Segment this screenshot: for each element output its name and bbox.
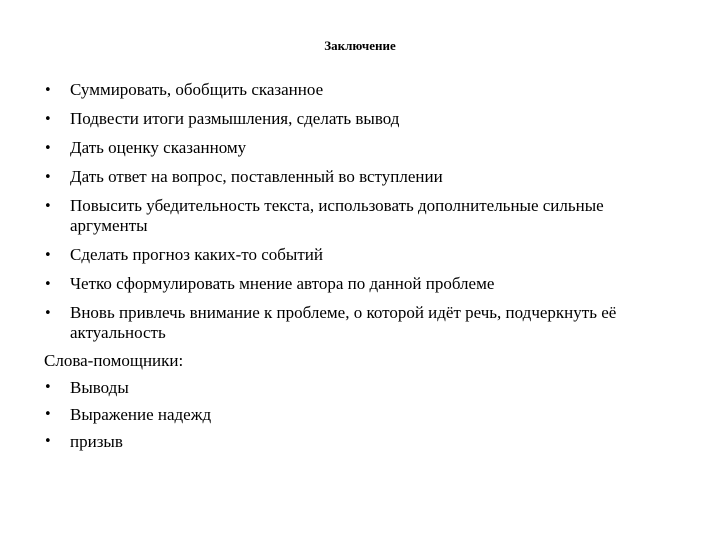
helper-words-label: Слова-помощники: xyxy=(44,351,184,370)
bullet-icon: • xyxy=(44,199,52,214)
list-item-text: Выводы xyxy=(70,378,129,397)
list-item-text: Четко сформулировать мнение автора по данной проблеме xyxy=(70,274,495,293)
bullet-icon: • xyxy=(44,277,52,292)
slide-title: Заключение xyxy=(324,38,396,53)
content-list xyxy=(44,76,664,455)
list-item-text: Дать ответ на вопрос, поставленный во вступлении xyxy=(70,167,443,186)
bullet-icon: • xyxy=(44,83,52,98)
list-item-text: Вновь привлечь внимание к проблеме, о которой идёт речь, подчеркнуть её актуальность xyxy=(70,303,617,342)
list-item-text: призыв xyxy=(70,432,123,451)
list-item xyxy=(44,163,664,192)
list-item-text: Выражение надежд xyxy=(70,405,212,424)
bullet-icon: • xyxy=(44,112,52,127)
list-item xyxy=(44,299,664,348)
list-item xyxy=(44,270,664,299)
bullet-icon: • xyxy=(44,170,52,185)
list-item-text: Дать оценку сказанному xyxy=(70,138,247,157)
list-item-text: Сделать прогноз каких-то событий xyxy=(70,245,323,264)
list-item xyxy=(44,105,664,134)
list-item-text: Суммировать, обобщить сказанное xyxy=(70,80,324,99)
list-item xyxy=(44,192,664,241)
list-item xyxy=(44,241,664,270)
list-item-text: Повысить убедительность текста, использовать дополнительные сильные аргументы xyxy=(70,196,604,235)
list-item xyxy=(44,428,664,455)
list-item xyxy=(44,401,664,428)
list-item xyxy=(44,134,664,163)
bullet-icon: • xyxy=(44,248,52,263)
list-item xyxy=(44,374,664,401)
list-item-text: Подвести итоги размышления, сделать вывод xyxy=(70,109,400,128)
bullet-icon: • xyxy=(44,380,52,395)
bullet-icon: • xyxy=(44,434,52,449)
helper-words-list xyxy=(44,374,664,455)
list-item xyxy=(44,76,664,105)
bullet-icon: • xyxy=(44,407,52,422)
conclusion-items xyxy=(44,76,664,348)
bullet-icon: • xyxy=(44,141,52,156)
bullet-icon: • xyxy=(44,306,52,321)
